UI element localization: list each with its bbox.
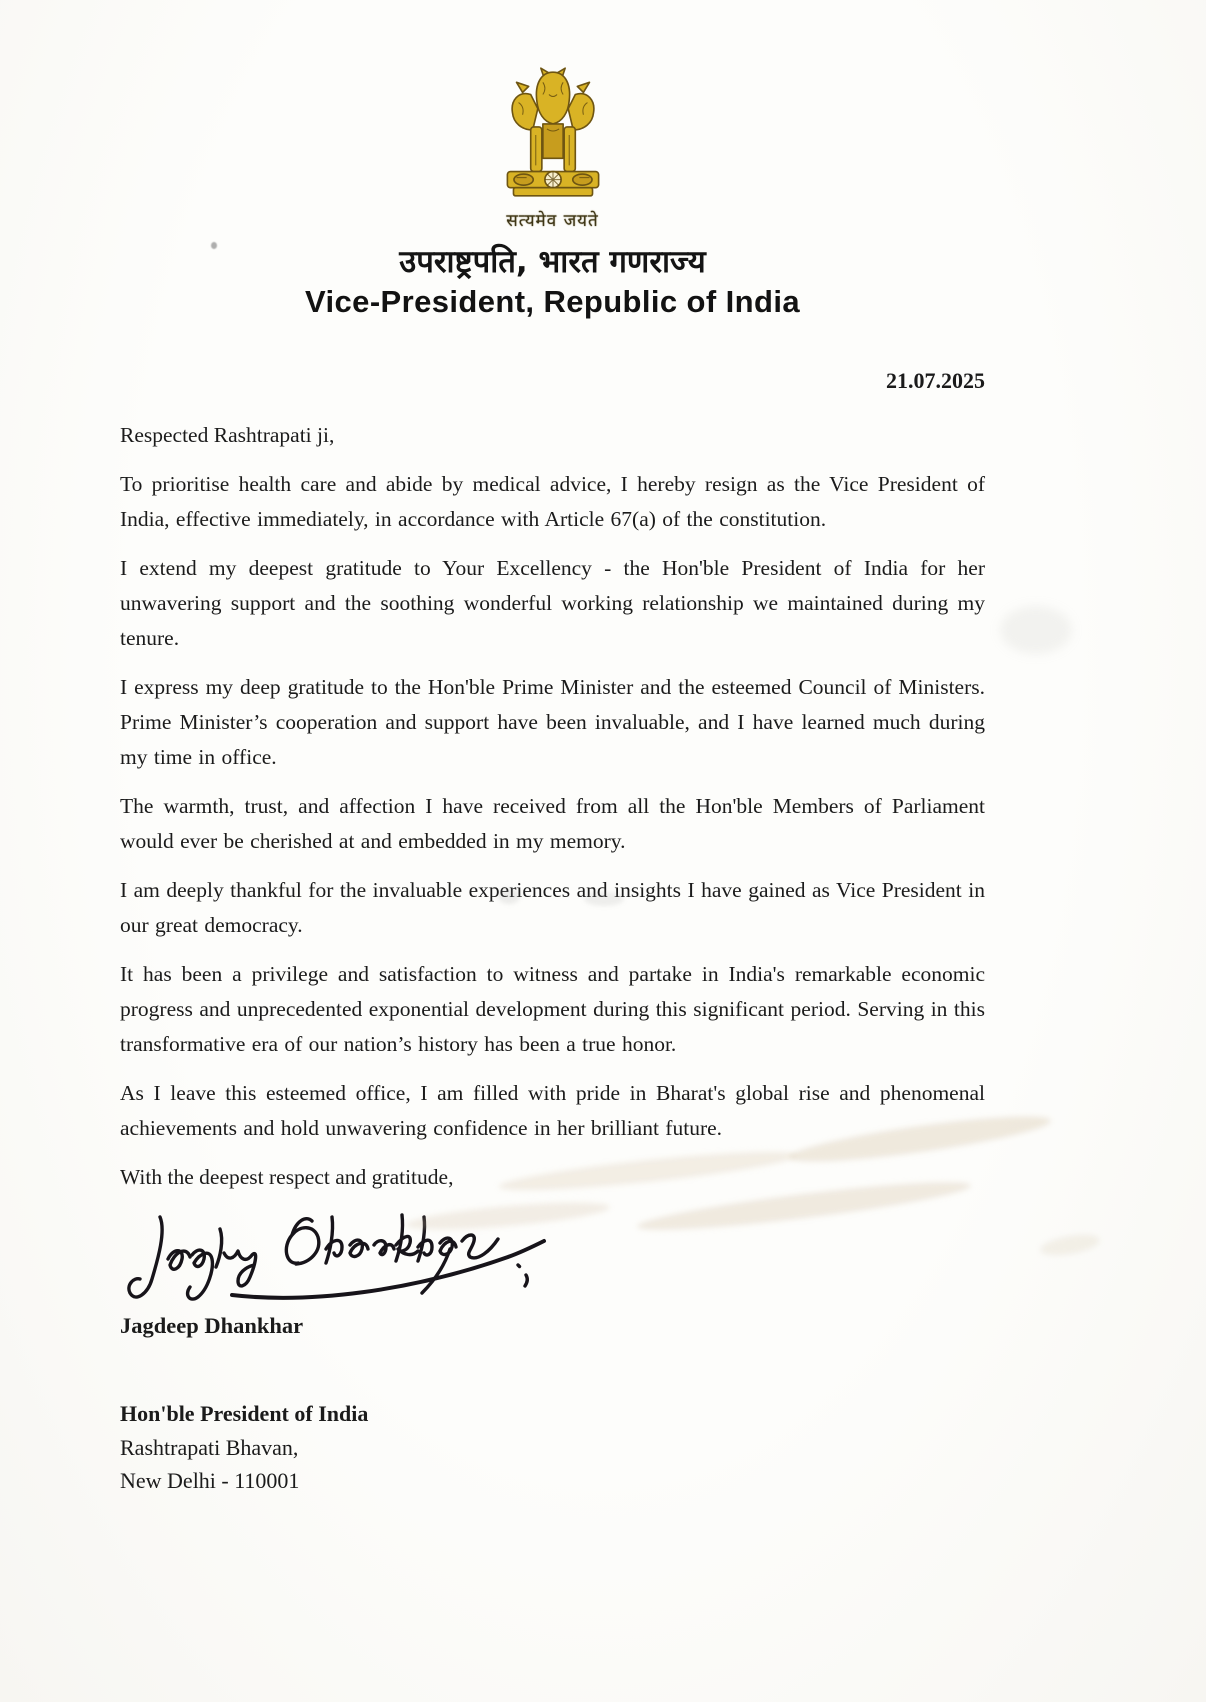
body-paragraph-3: I express my deep gratitude to the Hon'ble Prime Minister and the esteemed Council of Ministers. Prime Minister’s cooperation and support have been invaluable, and I have learned much during my time in office. xyxy=(120,675,985,769)
letterhead-title-hindi: उपराष्ट्रपति, भारत गणराज्य xyxy=(399,244,706,280)
body-paragraph-2: I extend my deepest gratitude to Your Excellency - the Hon'ble President of India for her unwavering support and the soothing wonderful working relationship we maintained during my tenure. xyxy=(120,556,985,650)
recipient-address-line: New Delhi - 110001 xyxy=(120,1468,300,1493)
salutation: Respected Rashtrapati ji, xyxy=(120,423,335,447)
recipient-address xyxy=(120,1397,985,1498)
letterhead xyxy=(120,0,985,322)
letter-body xyxy=(120,467,985,1146)
emblem-motto: सत्यमेव जयते xyxy=(506,211,599,231)
body-paragraph-7: As I leave this esteemed office, I am filled with pride in Bharat's global rise and phenomenal achievements and hold unwavering confidence in her brilliant future. xyxy=(120,1081,985,1140)
closing-line: With the deepest respect and gratitude, xyxy=(120,1165,454,1189)
national-emblem-icon xyxy=(492,58,614,232)
signature-image xyxy=(120,1207,985,1307)
recipient-title: Hon'ble President of India xyxy=(120,1401,369,1426)
body-paragraph-1: To prioritise health care and abide by medical advice, I hereby resign as the Vice President of India, effective immediately, in accordance with Article 67(a) of the constitution. xyxy=(120,472,985,531)
body-paragraph-4: The warmth, trust, and affection I have received from all the Hon'ble Members of Parliament would ever be cherished at and embedded in my memory. xyxy=(120,794,985,853)
letter-date: 21.07.2025 xyxy=(886,368,985,393)
body-paragraph-5: I am deeply thankful for the invaluable experiences and insights I have gained as Vice President in our great democracy. xyxy=(120,878,985,937)
body-paragraph-6: It has been a privilege and satisfaction to witness and partake in India's remarkable economic progress and unprecedented exponential development during this significant period. Serving in this transformative era of our nation’s history has been a true honor. xyxy=(120,962,985,1056)
signatory-name: Jagdeep Dhankhar xyxy=(120,1313,304,1338)
recipient-address-line: Rashtrapati Bhavan, xyxy=(120,1434,299,1460)
letterhead-title-english: Vice-President, Republic of India xyxy=(305,284,800,319)
